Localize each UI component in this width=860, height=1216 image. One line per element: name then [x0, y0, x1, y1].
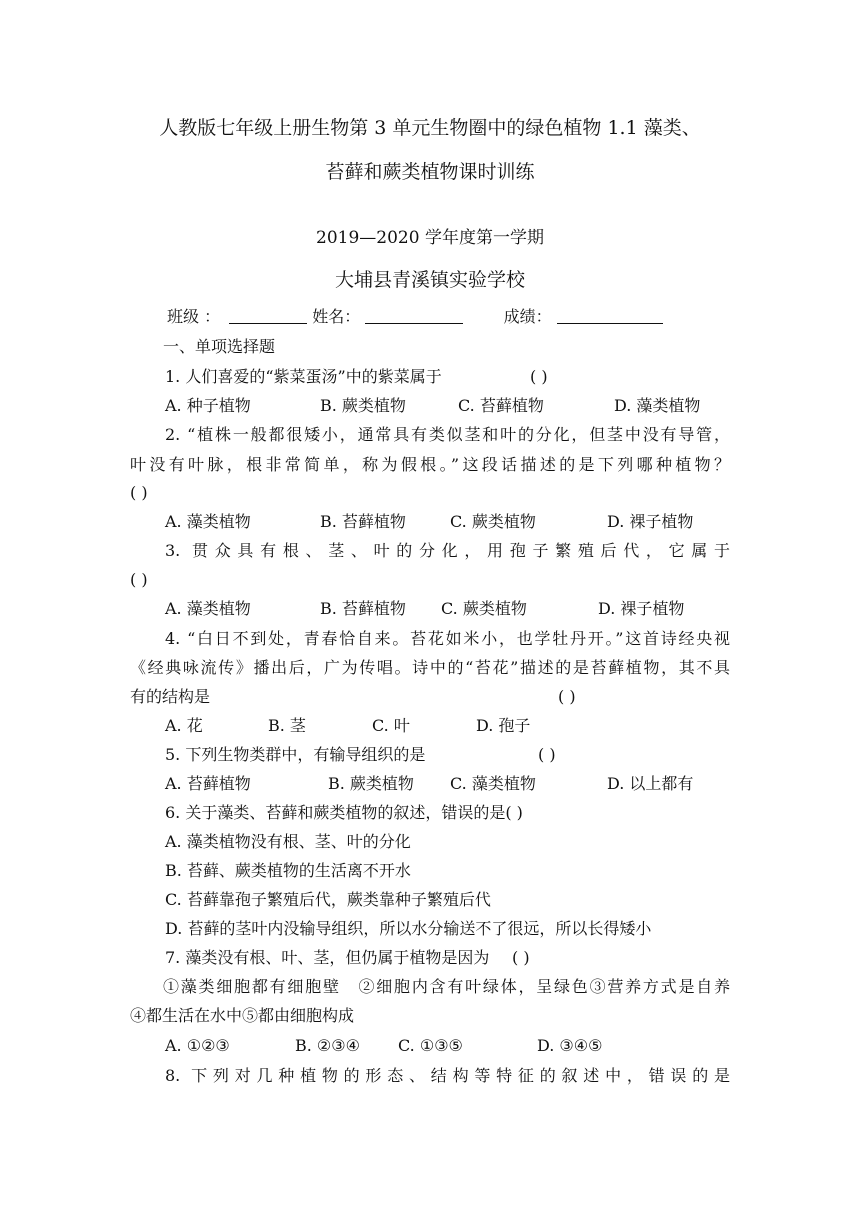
document-title-line-1: 人教版七年级上册生物第 3 单元生物圈中的绿色植物 1.1 藻类、 — [159, 117, 701, 139]
question-6-option-b[interactable]: B. 苔藓、蕨类植物的生活离不开水 — [165, 861, 411, 880]
question-2-answer-bracket: ( ) — [130, 483, 148, 502]
question-7-option-d[interactable]: D. ③④⑤ — [537, 1036, 603, 1055]
question-7-answer-bracket: ( ) — [512, 948, 530, 967]
question-5-option-b[interactable]: B. 蕨类植物 — [328, 774, 414, 793]
question-4-option-b[interactable]: B. 茎 — [268, 716, 306, 735]
question-2-option-c[interactable]: C. 蕨类植物 — [450, 512, 536, 531]
question-1-option-d[interactable]: D. 藻类植物 — [614, 396, 701, 415]
question-4-option-a[interactable]: A. 花 — [165, 716, 203, 735]
class-label: 班级 ： — [167, 307, 221, 326]
question-3-option-d[interactable]: D. 裸子植物 — [598, 599, 685, 618]
school-name: 大埔县青溪镇实验学校 — [334, 269, 525, 291]
question-7-statements-line-2: ④都生活在水中⑤都由细胞构成 — [130, 1006, 355, 1025]
question-2-option-b[interactable]: B. 苔藓植物 — [320, 512, 406, 531]
question-6-option-d[interactable]: D. 苔藓的茎叶内没输导组织，所以水分输送不了很远，所以长得矮小 — [165, 919, 652, 938]
question-5-stem: 5. 下列生物类群中，有输导组织的是 — [165, 745, 426, 764]
question-3-answer-bracket: ( ) — [130, 570, 148, 589]
name-label: 姓名： — [312, 307, 361, 326]
score-blank[interactable] — [557, 307, 663, 324]
question-4-stem-line-1: 4. “白日不到处，青春恰自来。苔花如米小，也学牡丹开。”这首诗经央视 — [165, 629, 730, 648]
question-3-stem: 3. 贯众具有根、茎、叶的分化，用孢子繁殖后代，它属于 — [165, 541, 730, 560]
question-2-option-d[interactable]: D. 裸子植物 — [607, 512, 694, 531]
question-3-option-a[interactable]: A. 藻类植物 — [165, 599, 251, 618]
question-4-option-c[interactable]: C. 叶 — [372, 716, 410, 735]
question-5-option-c[interactable]: C. 藻类植物 — [450, 774, 536, 793]
question-7-option-c[interactable]: C. ①③⑤ — [398, 1036, 463, 1055]
question-7-option-a[interactable]: A. ①②③ — [165, 1036, 230, 1055]
question-7-statements-line-1: ①藻类细胞都有细胞壁 ②细胞内含有叶绿体，呈绿色③营养方式是自养 — [163, 977, 730, 996]
question-2-stem-line-2: 叶没有叶脉，根非常简单，称为假根。”这段话描述的是下列哪种植物？ — [130, 455, 730, 474]
question-4-option-d[interactable]: D. 孢子 — [476, 716, 531, 735]
question-4-answer-bracket: ( ) — [558, 687, 576, 706]
question-1-stem: 1. 人们喜爱的“紫菜蛋汤”中的紫菜属于 — [165, 367, 442, 386]
question-6-option-c[interactable]: C. 苔藓靠孢子繁殖后代，蕨类靠种子繁殖后代 — [165, 890, 491, 909]
question-4-stem-line-3: 有的结构是 — [130, 687, 211, 706]
score-label: 成绩： — [503, 307, 552, 326]
question-1-answer-bracket: ( ) — [530, 367, 548, 386]
question-7-option-b[interactable]: B. ②③④ — [295, 1036, 360, 1055]
question-5-answer-bracket: ( ) — [538, 745, 556, 764]
question-8-stem: 8. 下列对几种植物的形态、结构等特征的叙述中，错误的是 — [165, 1066, 730, 1085]
question-3-option-b[interactable]: B. 苔藓植物 — [320, 599, 406, 618]
question-1-option-c[interactable]: C. 苔藓植物 — [458, 396, 544, 415]
section-heading: 一、单项选择题 — [163, 337, 276, 356]
question-5-option-a[interactable]: A. 苔藓植物 — [165, 774, 251, 793]
question-1-option-b[interactable]: B. 蕨类植物 — [320, 396, 406, 415]
student-info-row — [167, 307, 663, 327]
term-heading: 2019—2020 学年度第一学期 — [316, 228, 544, 248]
name-blank[interactable] — [365, 307, 463, 324]
question-6-stem: 6. 关于藻类、苔藓和蕨类植物的叙述，错误的是( ) — [165, 803, 523, 822]
question-6-option-a[interactable]: A. 藻类植物没有根、茎、叶的分化 — [165, 832, 411, 851]
question-7-stem: 7. 藻类没有根、叶、茎，但仍属于植物是因为 — [165, 948, 490, 967]
question-3-option-c[interactable]: C. 蕨类植物 — [441, 599, 527, 618]
question-5-option-d[interactable]: D. 以上都有 — [607, 774, 694, 793]
question-1-option-a[interactable]: A. 种子植物 — [165, 396, 251, 415]
question-4-stem-line-2: 《经典咏流传》播出后，广为传唱。诗中的“苔花”描述的是苔藓植物，其不具 — [130, 658, 730, 677]
question-2-option-a[interactable]: A. 藻类植物 — [165, 512, 251, 531]
document-title-line-2: 苔藓和蕨类植物课时训练 — [325, 161, 535, 183]
class-blank[interactable] — [229, 307, 307, 324]
question-2-stem-line-1: 2. “植株一般都很矮小，通常具有类似茎和叶的分化，但茎中没有导管， — [165, 425, 730, 444]
